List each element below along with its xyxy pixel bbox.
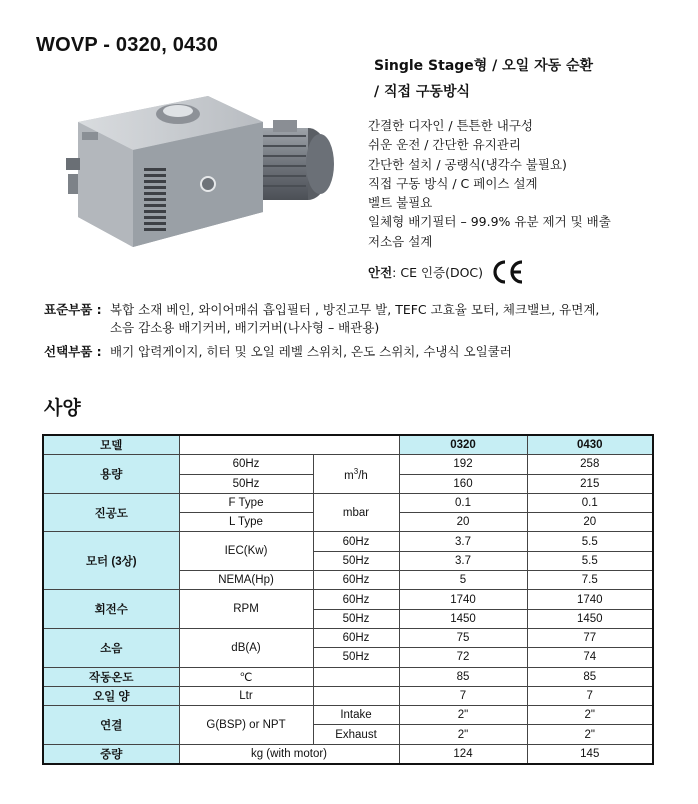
- vacuum-label: 진공도: [43, 493, 179, 532]
- spec-table: [42, 434, 654, 765]
- safety-text: : CE 인증(DOC): [392, 265, 484, 280]
- connection-label: 연결: [43, 706, 179, 745]
- spec-heading: 사양: [44, 397, 81, 419]
- table-row: 진공도 F Type mbar 0.1 0.1: [43, 493, 653, 512]
- model-cell: 0430: [527, 435, 653, 455]
- optional-parts: [44, 342, 512, 360]
- table-row: 작동온도 ℃ 85 85: [43, 667, 653, 686]
- capacity-unit: $m^3/h$: [313, 455, 399, 494]
- pump-product-image: [58, 82, 348, 254]
- table-row: 50Hz 72 74: [43, 648, 653, 667]
- page-title: WOVP - 0320, 0430: [36, 34, 219, 56]
- model-cell: 0320: [399, 435, 527, 455]
- table-row: Exhaust 2" 2": [43, 725, 653, 744]
- feature-item: 벨트 불필요: [368, 195, 433, 211]
- headline-line-2: / 직접 구동방식: [374, 84, 471, 100]
- weight-label: 중량: [43, 744, 179, 764]
- temp-label: 작동온도: [43, 667, 179, 686]
- ce-mark-icon: [491, 259, 525, 285]
- table-row: 50Hz 160 215: [43, 474, 653, 493]
- feature-item: 직접 구동 방식 / C 페이스 설계: [368, 175, 538, 191]
- standard-parts-label: 표준부품 :: [44, 302, 102, 317]
- table-row: 중량 kg (with motor) 124 145: [43, 744, 653, 764]
- table-row: 50Hz 3.7 5.5: [43, 551, 653, 570]
- oil-label: 오일 양: [43, 686, 179, 705]
- noise-label: 소음: [43, 628, 179, 667]
- feature-item: 일체형 배기필터 – 99.9% 유분 제거 및 배출: [368, 214, 611, 230]
- optional-parts-label: 선택부품 :: [44, 344, 102, 359]
- feature-item: 쉬운 운전 / 간단한 유지관리: [368, 137, 521, 153]
- headline-line-1: Single Stage형 / 오일 자동 순환: [374, 58, 594, 74]
- feature-item: 간결한 디자인 / 튼튼한 내구성: [368, 118, 534, 133]
- standard-parts-line-1: 복합 소재 베인, 와이어매쉬 흡입필터 , 방진고무 발, TEFC 고효율 모터, 체크밸브, 유면계,: [110, 302, 600, 317]
- table-row: 용량 60Hz $m^3/h$ 192 258: [43, 455, 653, 474]
- table-row: 연결 G(BSP) or NPT Intake 2" 2": [43, 706, 653, 725]
- standard-parts: [44, 301, 599, 337]
- table-row: 모터 (3상) IEC(Kw) 60Hz 3.7 5.5: [43, 532, 653, 551]
- motor-label: 모터 (3상): [43, 532, 179, 590]
- feature-item: 간단한 설치 / 공랭식(냉각수 불필요): [368, 156, 567, 172]
- optional-parts-text: 배기 압력게이지, 히터 및 오일 레벨 스위치, 온도 스위치, 수냉식 오일쿨러: [110, 344, 512, 359]
- table-row: [43, 435, 653, 455]
- safety-label: 안전: [368, 265, 393, 280]
- table-row: L Type 20 20: [43, 513, 653, 532]
- model-label-cell: 모델: [43, 435, 179, 455]
- standard-parts-line-2: 소음 감소용 배기커버, 배기커버(나사형 – 배관용): [110, 320, 380, 335]
- table-row: NEMA(Hp) 60Hz 5 7.5: [43, 571, 653, 590]
- table-row: 50Hz 1450 1450: [43, 609, 653, 628]
- feature-list: [368, 116, 611, 251]
- rpm-label: 회전수: [43, 590, 179, 629]
- table-row: 소음 dB(A) 60Hz 75 77: [43, 628, 653, 647]
- feature-item: 저소음 설계: [368, 233, 433, 249]
- capacity-label: 용량: [43, 455, 179, 494]
- table-row: 오일 양 Ltr 7 7: [43, 686, 653, 705]
- table-row: 회전수 RPM 60Hz 1740 1740: [43, 590, 653, 609]
- safety-certification: [368, 259, 525, 285]
